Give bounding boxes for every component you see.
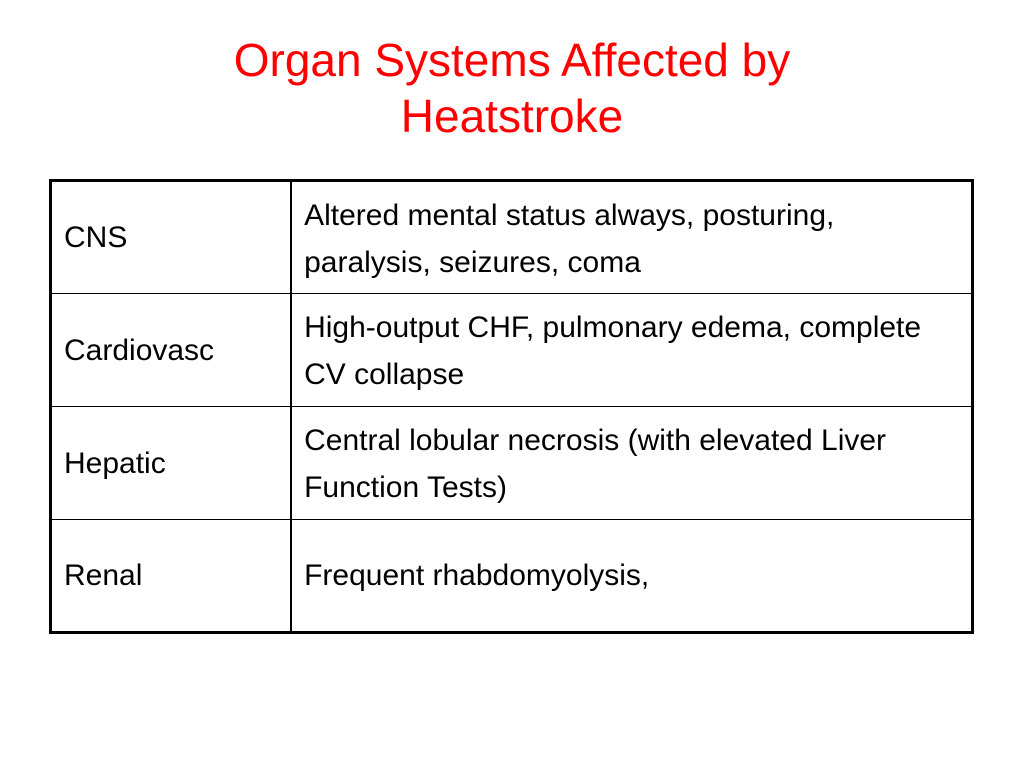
effect-cell: High-output CHF, pulmonary edema, complete CV collapse	[291, 294, 972, 407]
slide-title-line-1: Organ Systems Affected by	[233, 34, 791, 86]
organ-system-cell: CNS	[51, 181, 292, 294]
slide-title-line-2: Heatstroke	[400, 90, 624, 142]
effect-cell: Frequent rhabdomyolysis,	[291, 520, 972, 633]
slide-title	[80, 32, 944, 144]
table-row	[51, 520, 973, 633]
organ-system-cell: Cardiovasc	[51, 294, 292, 407]
organ-system-cell: Hepatic	[51, 407, 292, 520]
table-row	[51, 181, 973, 294]
table-row	[51, 294, 973, 407]
effect-cell: Altered mental status always, posturing, paralysis, seizures, coma	[291, 181, 972, 294]
effect-cell: Central lobular necrosis (with elevated Liver Function Tests)	[291, 407, 972, 520]
organ-systems-table	[49, 179, 974, 634]
organ-system-cell: Renal	[51, 520, 292, 633]
table-row	[51, 407, 973, 520]
